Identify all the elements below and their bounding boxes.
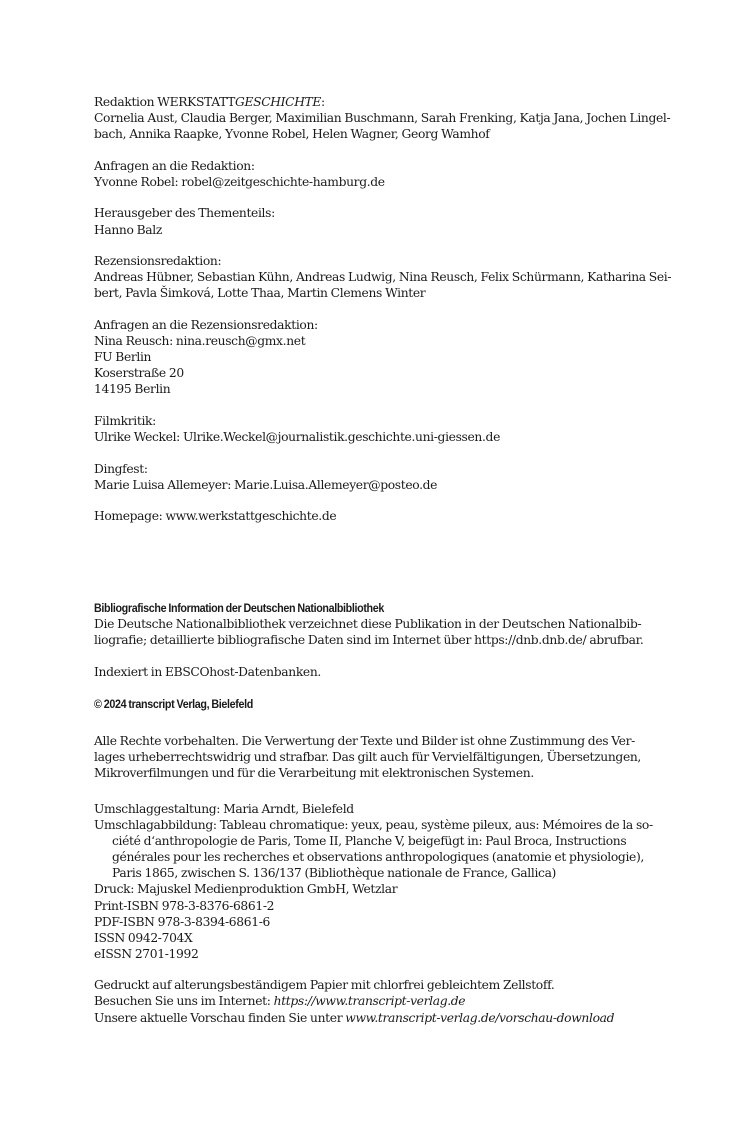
redaktion-names-line-1: Cornelia Aust, Claudia Berger, Maximilian Buschmann, Sarah Frenking, Katja Jana, Jochen Lingel- [94,111,671,126]
rezensionsredaktion-names-line-1: Andreas Hübner, Sebastian Kühn, Andreas Ludwig, Nina Reusch, Felix Schürmann, Katharina Sei- [94,270,672,285]
homepage-block [94,508,644,524]
herausgeber-name: Hanno Balz [94,222,162,237]
rezensionsredaktion-names-line-2: bert, Pavla Šimková, Lotte Thaa, Martin Clemens Winter [94,286,426,301]
umschlagabbildung-line-2: ciété d‘anthropologie de Paris, Tome II, Planche V, beigefügt in: Paul Broca, Instructions [112,834,627,849]
rechte-block [94,733,644,781]
footer-block [94,977,644,1025]
impressum-block [94,801,653,962]
indexiert-line: Indexiert in EBSCOhost-Datenbanken. [94,665,321,680]
bibliografie-line-2: liografie; detaillierte bibliografische Daten sind im Internet über https://dnb.dnb.de/ abrufbar. [94,633,644,648]
anfragen-rezension-line: Nina Reusch: nina.reusch@gmx.net [94,334,306,349]
umschlagabbildung-line-4: Paris 1865, zwischen S. 136/137 (Bibliothèque nationale de France, Gallica) [112,866,556,881]
anfragen-rezension-line: Koserstraße 20 [94,366,184,381]
verlag-website-link[interactable]: https://www.transcript-verlag.de [273,994,466,1009]
rechte-line-3: Mikroverfilmungen und für die Verarbeitung mit elektronischen Systemen. [94,765,534,780]
pdf-isbn-line: PDF-ISBN 978-3-8394-6861-6 [94,914,270,929]
anfragen-rezension-label: Anfragen an die Rezensionsredaktion: [94,317,318,332]
dingfest-block [94,461,644,493]
anfragen-rezension-line: 14195 Berlin [94,382,171,397]
rezensionsredaktion-block [94,253,672,301]
papier-line: Gedruckt auf alterungsbeständigem Papier mit chlorfrei gebleichtem Zellstoff. [94,978,555,993]
bibliografie-heading: Bibliografische Information der Deutschen Nationalbibliothek [94,601,384,616]
filmkritik-label: Filmkritik: [94,413,156,428]
copyright-block [94,696,644,712]
herausgeber-label: Herausgeber des Thementeils: [94,206,275,221]
rechte-line-2: lages urheberrechtswidrig und strafbar. Das gilt auch für Vervielfältigungen, Übersetzungen, [94,749,641,764]
issn-line: ISSN 0942-704X [94,930,193,945]
anfragen-redaktion-label: Anfragen an die Redaktion: [94,158,255,173]
rechte-line-1: Alle Rechte vorbehalten. Die Verwertung der Texte und Bilder ist ohne Zustimmung des Ver- [94,733,635,748]
copyright-line: © 2024 transcript Verlag, Bielefeld [94,696,253,711]
redaktion-label-italic: GESCHICHTE [235,95,322,109]
redaktion-names-line-2: bach, Annika Raapke, Yvonne Robel, Helen Wagner, Georg Wamhof [94,127,490,142]
anfragen-rezension-line: FU Berlin [94,350,152,365]
anfragen-rezension-block [94,317,644,397]
redaktion-label: Redaktion WERKSTATTGESCHICHTE: [94,95,325,109]
homepage-line: Homepage: www.werkstattgeschichte.de [94,509,337,524]
dingfest-label: Dingfest: [94,461,148,476]
imprint-page [94,94,672,1026]
vorschau-download-link[interactable]: www.transcript-verlag.de/vorschau-download [345,1010,615,1025]
vorschau-line: Unsere aktuelle Vorschau finden Sie unter www.transcript-verlag.de/vorschau-download [94,1010,615,1025]
rezensionsredaktion-label: Rezensionsredaktion: [94,254,222,269]
bibliografie-line-1: Die Deutsche Nationalbibliothek verzeichnet diese Publikation in der Deutschen Nationalbib- [94,617,642,632]
eissn-line: eISSN 2701-1992 [94,946,199,961]
filmkritik-contact: Ulrike Weckel: Ulrike.Weckel@journalistik.geschichte.uni-giessen.de [94,430,501,444]
umschlagabbildung-line-3: générales pour les recherches et observations anthropologiques (anatomie et physiologie), [112,850,644,865]
anfragen-redaktion-contact: Yvonne Robel: robel@zeitgeschichte-hamburg.de [94,174,385,189]
umschlagabbildung-line-1: Umschlagabbildung: Tableau chromatique: yeux, peau, système pileux, aus: Mémoires de la so- [94,818,653,833]
besuchen-line: Besuchen Sie uns im Internet: https://www.transcript-verlag.de [94,994,466,1009]
dingfest-contact: Marie Luisa Allemeyer: Marie.Luisa.Allemeyer@posteo.de [94,477,438,492]
umschlaggestaltung-line: Umschlaggestaltung: Maria Arndt, Bielefeld [94,801,354,816]
druck-line: Druck: Majuskel Medienproduktion GmbH, Wetzlar [94,882,398,897]
bibliografie-block [94,600,644,648]
herausgeber-block [94,205,644,237]
redaktion-block [94,94,671,142]
indexiert-block [94,664,644,680]
filmkritik-block [94,413,644,445]
anfragen-redaktion-block [94,158,644,190]
print-isbn-line: Print-ISBN 978-3-8376-6861-2 [94,898,275,913]
